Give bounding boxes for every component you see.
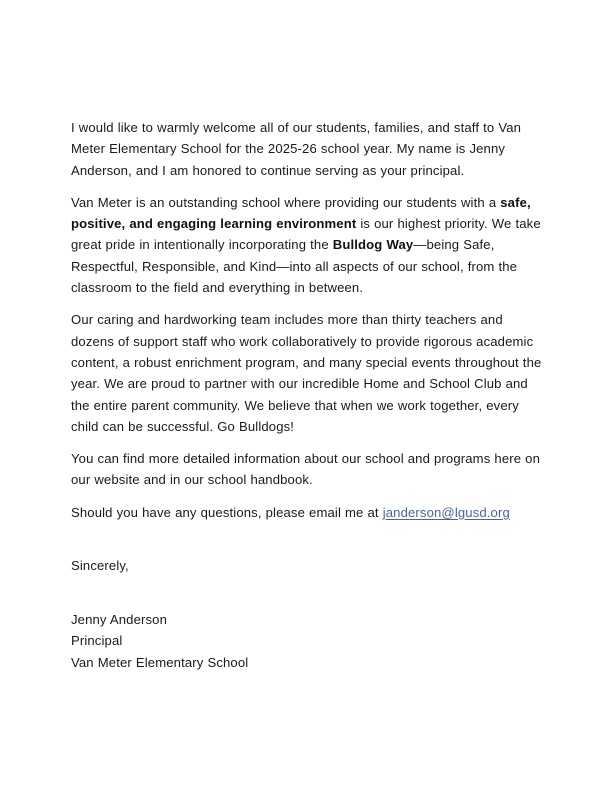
paragraph-school-values xyxy=(71,192,543,298)
signature-title: Principal xyxy=(71,633,123,649)
paragraph-contact xyxy=(71,502,543,523)
closing-spacer-top xyxy=(71,534,543,555)
letter-body xyxy=(71,117,543,673)
paragraph-values-text-2: is our highest priority. We take great pride in intentionally incorporating the xyxy=(71,216,541,253)
signature-name: Jenny Anderson xyxy=(71,611,168,627)
closing-spacer-bottom xyxy=(71,588,543,609)
emphasis-learning-environment: safe, positive, and engaging learning environment xyxy=(71,194,531,232)
paragraph-more-information: You can find more detailed information about our school and programs here on our website and in our school handbook. xyxy=(71,451,541,488)
paragraph-staff-programs: Our caring and hardworking team includes more than thirty teachers and dozens of support staff who work collaboratively to provide rigorous academic content, a robust enrichment program, and many special events throughout the year. We are proud to partner with our incredible Home and School Club and the entire parent community. We believe that when we work together, every child can be successful. Go Bulldogs! xyxy=(71,312,542,434)
emphasis-bulldog-way: Bulldog Way xyxy=(332,237,414,253)
signature-organization: Van Meter Elementary School xyxy=(71,654,249,670)
signature-block xyxy=(71,609,543,673)
closing-salutation: Sincerely, xyxy=(71,558,129,574)
principal-email-link[interactable]: janderson@lgusd.org xyxy=(382,504,510,520)
paragraph-welcome: I would like to warmly welcome all of our students, families, and staff to Van Meter Elementary School for the 2025-26 school year. My name is Jenny Anderson, and I am honored to continue serving as your principal. xyxy=(71,120,522,178)
paragraph-values-text-3: —being Safe, Respectful, Responsible, and Kind—into all aspects of our school, from the classroom to the field and everything in between. xyxy=(71,237,518,296)
contact-prompt-text: Should you have any questions, please email me at xyxy=(71,504,383,520)
paragraph-values-text-1: Van Meter is an outstanding school where providing our students with a xyxy=(71,194,501,210)
